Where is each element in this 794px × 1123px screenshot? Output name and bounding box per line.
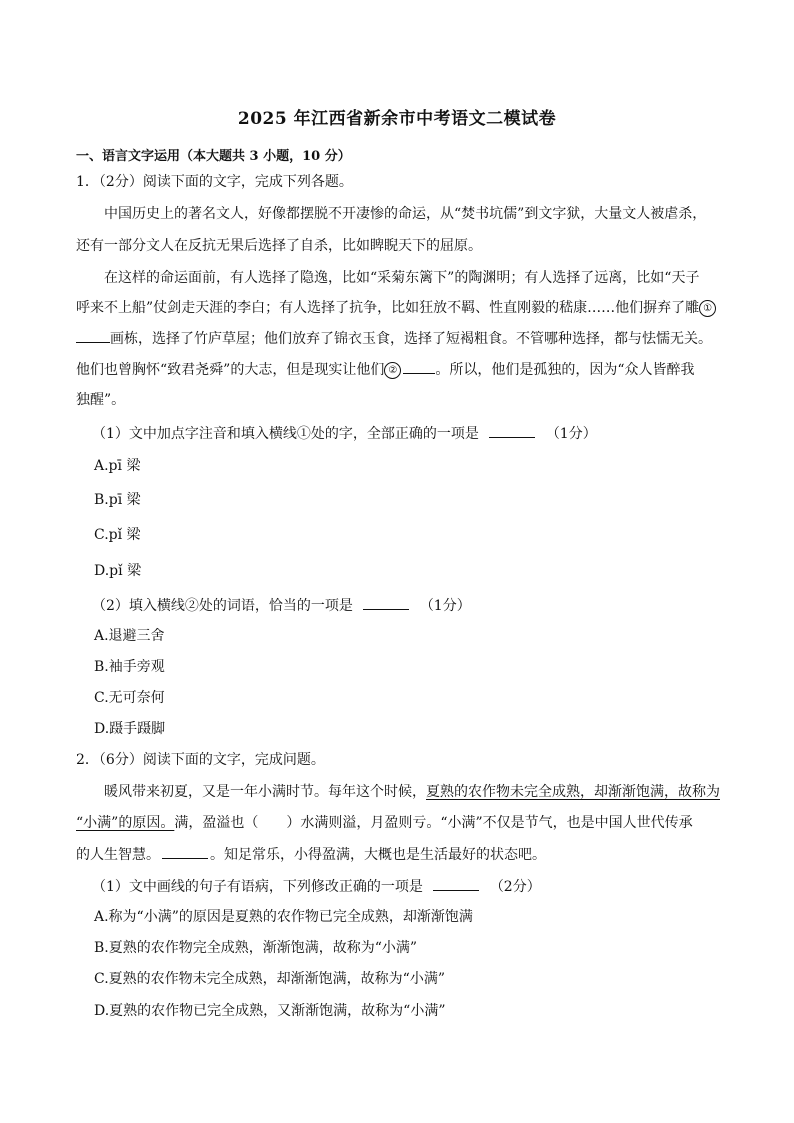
q1-passage-text: 呼来不上船”仗剑走天涯的李白；有人选择了抗争，比如狂放不羁、性直刚毅的嵇康……他们摒弃了雕: [76, 300, 700, 316]
subquestion-text: （1）文中加点字注音和填入横线①处的字，全部正确的一项是: [92, 426, 479, 442]
fill-blank: [162, 844, 208, 859]
q1-passage-line: 在这样的命运面前，有人选择了隐逸，比如“采菊东篱下”的陶渊明；有人选择了远离，比如“天子: [104, 270, 700, 286]
answer-blank: [363, 595, 409, 610]
q1-passage-line: [76, 298, 716, 318]
q1-passage-line: 独醒”。: [76, 392, 126, 408]
section-heading: 一、语言文字运用（本大题共 3 小题，10 分）: [76, 149, 351, 164]
q2-passage-text: 满，盈溢也（ ）水满则溢，月盈则亏。“小满”不仅是节气，也是中国人世代传承: [174, 815, 693, 831]
option-a: A.pī 梁: [94, 458, 141, 474]
option-d: D.pǐ 梁: [94, 563, 142, 579]
blank-marker-1: ①: [699, 300, 716, 317]
underlined-sentence: 夏熟的农作物未完全成熟，却渐渐饱满，故称为: [426, 784, 720, 800]
option-b: B.夏熟的农作物完全成熟，渐渐饱满，故称为“小满”: [94, 940, 418, 956]
q1-passage-line: 中国历史上的著名文人，好像都摆脱不开凄惨的命运，从“焚书坑儒”到文字狱，大量文人被虐杀，: [104, 206, 707, 222]
q2-passage-text: 的人生智慧。: [76, 847, 160, 863]
q2-subquestion-1: [92, 876, 541, 897]
q2-passage-line: [76, 844, 546, 865]
q2-passage-text: 。知足常乐，小得盈满，大概也是生活最好的状态吧。: [210, 847, 546, 863]
page-title: 2025 年江西省新余市中考语文二模试卷: [237, 109, 557, 129]
option-c: C.无可奈何: [94, 690, 165, 706]
option-d: D.夏熟的农作物已完全成熟，又渐渐饱满，故称为“小满”: [94, 1003, 446, 1019]
q2-passage-line: [104, 782, 720, 802]
option-c: C.pǐ 梁: [94, 527, 141, 543]
subquestion-score: （1分）: [545, 426, 597, 442]
q1-passage-text: 画栋，选择了竹庐草屋；他们放弃了锦衣玉食，选择了短褐粗食。不管哪种选择，都与怯懦无关。: [110, 331, 712, 347]
question-2-heading: 2．（6分）阅读下面的文字，完成问题。: [76, 752, 325, 768]
blank-marker-2: ②: [384, 362, 401, 379]
subquestion-text: （2）填入横线②处的词语，恰当的一项是: [92, 598, 353, 614]
option-c: C.夏熟的农作物未完全成熟，却渐渐饱满，故称为“小满”: [94, 971, 445, 987]
q1-passage-line: [76, 359, 694, 380]
q1-passage-text: 。所以，他们是孤独的，因为“众人皆醉我: [435, 362, 695, 378]
fill-blank-1: [76, 328, 110, 343]
q1-passage-line: 还有一部分文人在反抗无果后选择了自杀，比如睥睨天下的屈原。: [76, 238, 482, 254]
q2-passage-text: 暖风带来初夏，又是一年小满时节。每年这个时候，: [104, 784, 426, 800]
answer-blank: [489, 423, 535, 438]
q1-subquestion-1: [92, 423, 597, 444]
option-b: B.袖手旁观: [94, 659, 165, 675]
option-d: D.蹑手蹑脚: [94, 721, 166, 737]
q2-passage-line: [76, 813, 693, 833]
option-a: A.退避三舍: [94, 628, 165, 644]
q1-passage-line: [76, 328, 712, 349]
underlined-sentence: “小满”的原因。: [76, 815, 175, 831]
q1-subquestion-2: [92, 595, 471, 616]
q1-passage-text: 他们也曾胸怀“致君尧舜”的大志，但是现实让他们: [76, 362, 385, 378]
answer-blank: [433, 876, 479, 891]
option-b: B.pī 梁: [94, 492, 141, 508]
subquestion-text: （1）文中画线的句子有语病，下列修改正确的一项是: [92, 879, 423, 895]
option-a: A.称为“小满”的原因是夏熟的农作物已完全成熟，却渐渐饱满: [94, 909, 473, 925]
fill-blank-2: [403, 359, 435, 374]
question-1-heading: 1．（2分）阅读下面的文字，完成下列各题。: [76, 174, 353, 190]
subquestion-score: （1分）: [419, 598, 471, 614]
subquestion-score: （2分）: [489, 879, 541, 895]
